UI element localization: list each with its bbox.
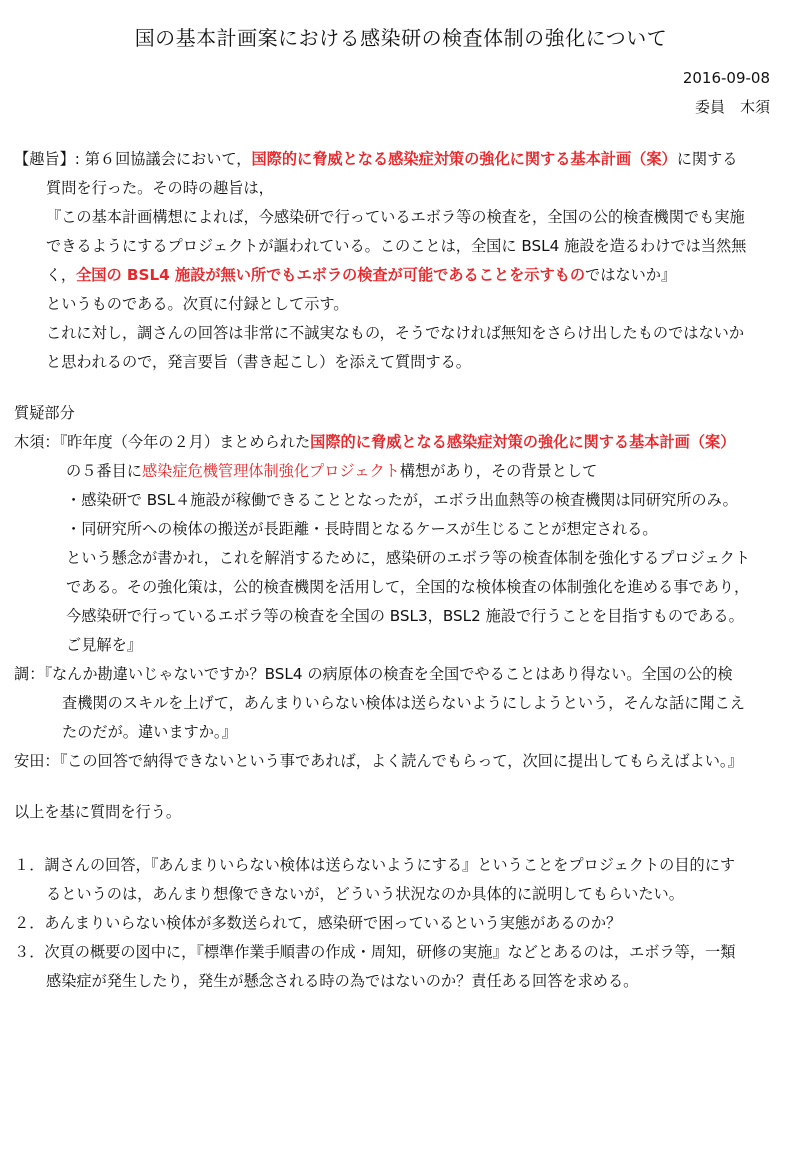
summary-line-6: というものである。次頁に付録として示す。 <box>46 295 349 313</box>
kisu-line-4: ・同研究所への検体の搬送が長距離・長時間となるケースが生じることが想定される。 <box>66 520 658 538</box>
summary-line-4: できるようにするプロジェクトが謳われている。このことは，全国に BSL4 施設を造るわけでは当然無 <box>46 237 747 255</box>
document-title: 国の基本計画案における感染研の検査体制の強化について <box>134 26 668 50</box>
summary-text: く， <box>46 266 77 284</box>
kisu-text: の５番目に <box>66 462 142 480</box>
kisu-text: 木須：『昨年度（今年の２月）まとめられた <box>14 433 311 451</box>
yasuda-line: 安田：『この回答で納得できないという事であれば，よく読んでもらって，次回に提出してもらえばよい。』 <box>14 752 743 770</box>
document-date: 2016-09-08 <box>682 69 770 87</box>
kisu-line-8: ご見解を』 <box>66 636 142 654</box>
question-1-line-1: １．調さんの回答，『あんまりいらない検体は送らないようにする』ということをプロジェクトの目的にす <box>14 856 736 874</box>
kisu-text: 構想があり，その背景として <box>399 462 598 480</box>
kisu-line-2 <box>66 462 597 480</box>
kisu-line-7: 今感染研で行っているエボラ等の検査を全国の BSL3，BSL2 施設で行うことを目指すものである。 <box>66 607 744 625</box>
question-3-line-1: ３．次頁の概要の図中に，『標準作業手順書の作成・周知，研修の実施』などとあるのは，エボラ等，一類 <box>14 943 736 961</box>
plan-name-highlight: 国際的に脅威となる感染症対策の強化に関する基本計画（案） <box>251 150 677 168</box>
question-2: ２．あんまりいらない検体が多数送られて，感染研で困っているという実態があるのか？ <box>14 914 622 932</box>
cho-line-1: 調：『なんか勘違いじゃないですか？BSL4 の病原体の検査を全国でやることはあり得ない。全国の公的検 <box>14 665 733 683</box>
kisu-line-5: という懸念が書かれ，これを解消するために，感染研のエボラ等の検査体制を強化するプロジェクト <box>66 549 751 567</box>
kisu-line-6: である。その強化策は，公的検査機関を活用して，全国的な検体検査の体制強化を進める事であり， <box>66 578 750 596</box>
qa-heading: 質疑部分 <box>14 404 75 422</box>
bsl4-highlight: 全国の BSL4 施設が無い所でもエボラの検査が可能であることを示すもの <box>76 266 586 284</box>
summary-text: ではないか』 <box>585 266 677 284</box>
project-name-highlight: 感染症危機管理体制強化プロジェクト <box>141 462 400 480</box>
summary-line-5 <box>46 266 676 284</box>
document-author: 委員 木須 <box>694 98 770 116</box>
cho-line-3: たのだが。違いますか。』 <box>62 723 237 741</box>
kisu-line-3: ・感染研で BSL４施設が稼働できることとなったが，エボラ出血熱等の検査機関は同研究所のみ。 <box>66 491 738 509</box>
cho-line-2: 査機関のスキルを上げて，あんまりいらない検体は送らないようにしようという，そんな話に聞こえ <box>62 694 745 712</box>
summary-line-1 <box>14 150 737 168</box>
plan-name-highlight-2: 国際的に脅威となる感染症対策の強化に関する基本計画（案） <box>310 433 736 451</box>
summary-line-2: 質問を行った。その時の趣旨は， <box>46 179 274 197</box>
summary-label: 【趣旨】: 第６回協議会において， <box>14 150 252 168</box>
question-3-line-2: 感染症が発生したり，発生が懸念される時の為ではないのか？責任ある回答を求める。 <box>46 972 639 990</box>
questions-intro: 以上を基に質問を行う。 <box>14 803 182 821</box>
summary-line-8: と思われるので，発言要旨（書き起こし）を添えて質問する。 <box>46 353 471 371</box>
summary-line-7: これに対し，調さんの回答は非常に不誠実なもの，そうでなければ無知をさらけ出したものではないか <box>46 324 745 342</box>
summary-line-3: 『この基本計画構想によれば，今感染研で行っているエボラ等の検査を，全国の公的検査機関でも実施 <box>46 208 745 226</box>
kisu-line-1 <box>14 433 735 451</box>
question-1-line-2: るというのは，あんまり想像できないが，どういう状況なのか具体的に説明してもらいたい。 <box>46 885 684 903</box>
summary-text: に関する <box>676 150 738 168</box>
